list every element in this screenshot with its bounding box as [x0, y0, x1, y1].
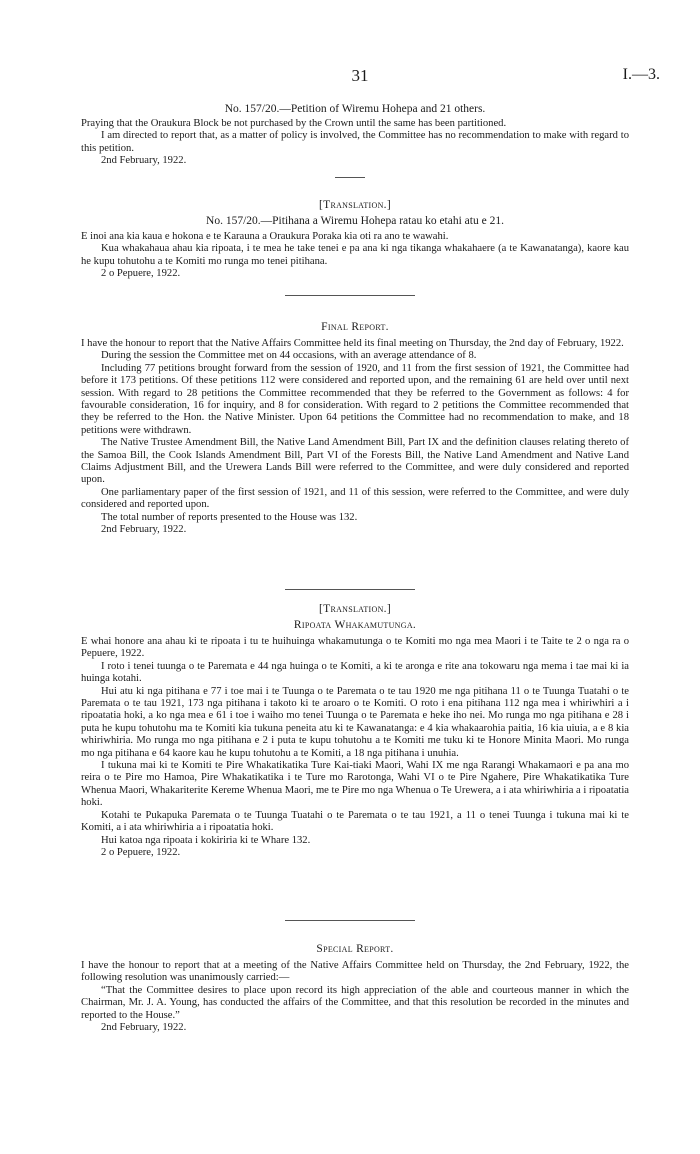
petition-section: [81, 102, 629, 168]
section-divider: [285, 589, 415, 590]
petition-translation-section: [81, 198, 629, 281]
petition-title: No. 157/20.—Petition of Wiremu Hohepa and 21 others.: [224, 103, 486, 115]
special-report-para: I have the honour to report that at a meeting of the Native Affairs Committee held on Thursday, the 2nd February, 1922, the following resolution was unanimously carried:—: [81, 960, 629, 984]
page-header: [60, 66, 660, 86]
final-report-title: Final Report.: [321, 321, 389, 333]
translation-title: No. 157/20.—Pitihana a Wiremu Hohepa ratau ko etahi atu e 21.: [206, 215, 504, 227]
section-divider: [335, 177, 365, 178]
special-report-title: Special Report.: [316, 943, 394, 955]
document-reference: I.—3.: [622, 66, 660, 83]
final-translation-section: [81, 602, 629, 859]
translation-para: E whai honore ana ahau ki te ripoata i tu te huihuinga whakamutunga o te Komiti mo nga mea Maori i te Taite te 2 o nga ra o Pepuere, 1922.: [81, 636, 629, 660]
translation-para: I tukuna mai ki te Komiti te Pire Whakatikatika Ture Kai-tiaki Maori, Wahi IX me nga Rarangi Whakamaori e pa ana mo reira o te Pire mo Hamoa, Pire Whakatikatika i te Ture mo Rarotonga, Wahi VI o te Pire Ngahere, Pire Whakatikatika Ture Whenua Maori, Whakariterite Kereme Whenua Maori, me te Pire mo nga Whenua o Te Urewera, a i ata whiriwhiria a i ripoatatia hoki.: [81, 760, 629, 809]
page-number: 31: [351, 66, 369, 85]
special-report-date: 2nd February, 1922.: [101, 1022, 187, 1034]
translation-para: Hui katoa nga ripoata i kokiriria ki te Whare 132.: [101, 834, 311, 846]
translation-label: [Translation.]: [319, 603, 391, 615]
translation-para: I roto i tenei tuunga o te Paremata e 44 nga huinga o te Komiti, a ki te aronga e rite ana tokowaru nga mema i tae mai ki ia huinga kotahi.: [81, 660, 629, 685]
petition-date: 2nd February, 1922.: [101, 155, 187, 167]
translation-date: 2 o Pepuere, 1922.: [101, 268, 181, 280]
translation-para: Kotahi te Pukapuka Paremata o te Tuunga Tuatahi o te Paremata o te tau 1921, a 11 o tenei Tuunga i tukuna mai ki te Komiti, a i ata whiriwhiria a i ripoatatia hoki.: [81, 809, 629, 834]
final-report-para: I have the honour to report that the Native Affairs Committee held its final meeting on Thursday, the 2nd day of February, 1922.: [81, 338, 624, 349]
translation-label: [Translation.]: [319, 199, 391, 211]
petition-report: I am directed to report that, as a matter of policy is involved, the Committee has no recommendation to make with regard to this petition.: [81, 130, 629, 154]
translation-report: Kua whakahaua ahau kia ripoata, i te mea he take tenei e pa ana ki nga tikanga whakahaere (a te Kawanatanga), kaore kau he kupu tohutohu a te Komiti mo runga mo tenei pitihana.: [81, 243, 629, 267]
section-divider: [285, 920, 415, 921]
final-report-date: 2nd February, 1922.: [101, 524, 187, 536]
translation-para: Hui atu ki nga pitihana e 77 i toe mai i te Tuunga o te Paremata o te tau 1920 me nga pitihana 11 o te Tuunga Tuatahi o te Paremata o te tau 1921, 173 nga pitihana i takoto ki te aroaro o te Komiti. O roto i ena pitihana 112 nga mea i whiriwhiri a i ripoatatia hoki, a ko nga mea e 61 i toe i waiho mo tenei Tuunga o te Paremata e heke iho nei. Mo runga mo nga pitihana e 28 i puta he kupu tohutohu ma te Komiti kia tukuna peneita atu ki te Kawanatanga: e 4 kia whakaarohia paitia, 16 kia uiuia, a e 8 kia whiriwhiria. Mo runga mo nga pitihana e 2 i puta te kupu tohutohu a te Komiti me tuku ki te Honore Minita Maori. Mo runga mo nga pitihana e 64 kaore kau he kupu tohutohu a te Komiti, a 18 nga pitihana i unuhia.: [81, 685, 629, 759]
final-report-para: Including 77 petitions brought forward from the session of 1920, and 11 from the first session of 1921, the Committee had before it 173 petitions. Of these petitions 112 were considered and reported upon, and the remaining 61 are held over until next session. With regard to 28 petitions the Committee recommended that they be referred to the Government as follows: 4 for favourable consideration, 16 for inquiry, and 8 for consideration. With regard to 2 petitions the Committee recommended that they be referred to the Hon. the Native Minister. Upon 64 petitions the Committee had no recommendation to make, and 18 petitions were withdrawn.: [81, 362, 629, 436]
special-report-resolution: “That the Committee desires to place upon record its high appreciation of the able and courteous manner in which the Chairman, Mr. J. A. Young, has conducted the affairs of the Committee, and that this resolution be recorded in the minutes and reported to the House.”: [81, 984, 629, 1021]
section-divider: [285, 295, 415, 296]
final-report-para: During the session the Committee met on 44 occasions, with an average attendance of 8.: [101, 350, 477, 362]
petition-prayer: Praying that the Oraukura Block be not purchased by the Crown until the same has been partitioned.: [81, 118, 507, 129]
final-report-para: The total number of reports presented to the House was 132.: [101, 511, 358, 523]
translation-prayer: E inoi ana kia kaua e hokona e te Karauna a Oraukura Poraka kia oti ra ano te wawahi.: [81, 231, 449, 242]
special-report-section: [81, 942, 629, 1034]
final-report-para: The Native Trustee Amendment Bill, the Native Land Amendment Bill, Part IX and the definition clauses relating thereto of the Samoa Bill, the Cook Islands Amendment Bill, Part VI of the Forests Bill, the Native Land Amendment and Native Land Claims Adjustment Bill, and the Urewera Lands Bill were referred to the Committee, and were duly considered and reported upon.: [81, 437, 629, 486]
translation-title: Ripoata Whakamutunga.: [293, 619, 417, 631]
translation-date: 2 o Pepuere, 1922.: [101, 846, 181, 858]
final-report-para: One parliamentary paper of the first session of 1921, and 11 of this session, were referred to the Committee, and were duly considered and reported upon.: [81, 486, 629, 511]
final-report-section: [81, 320, 629, 537]
